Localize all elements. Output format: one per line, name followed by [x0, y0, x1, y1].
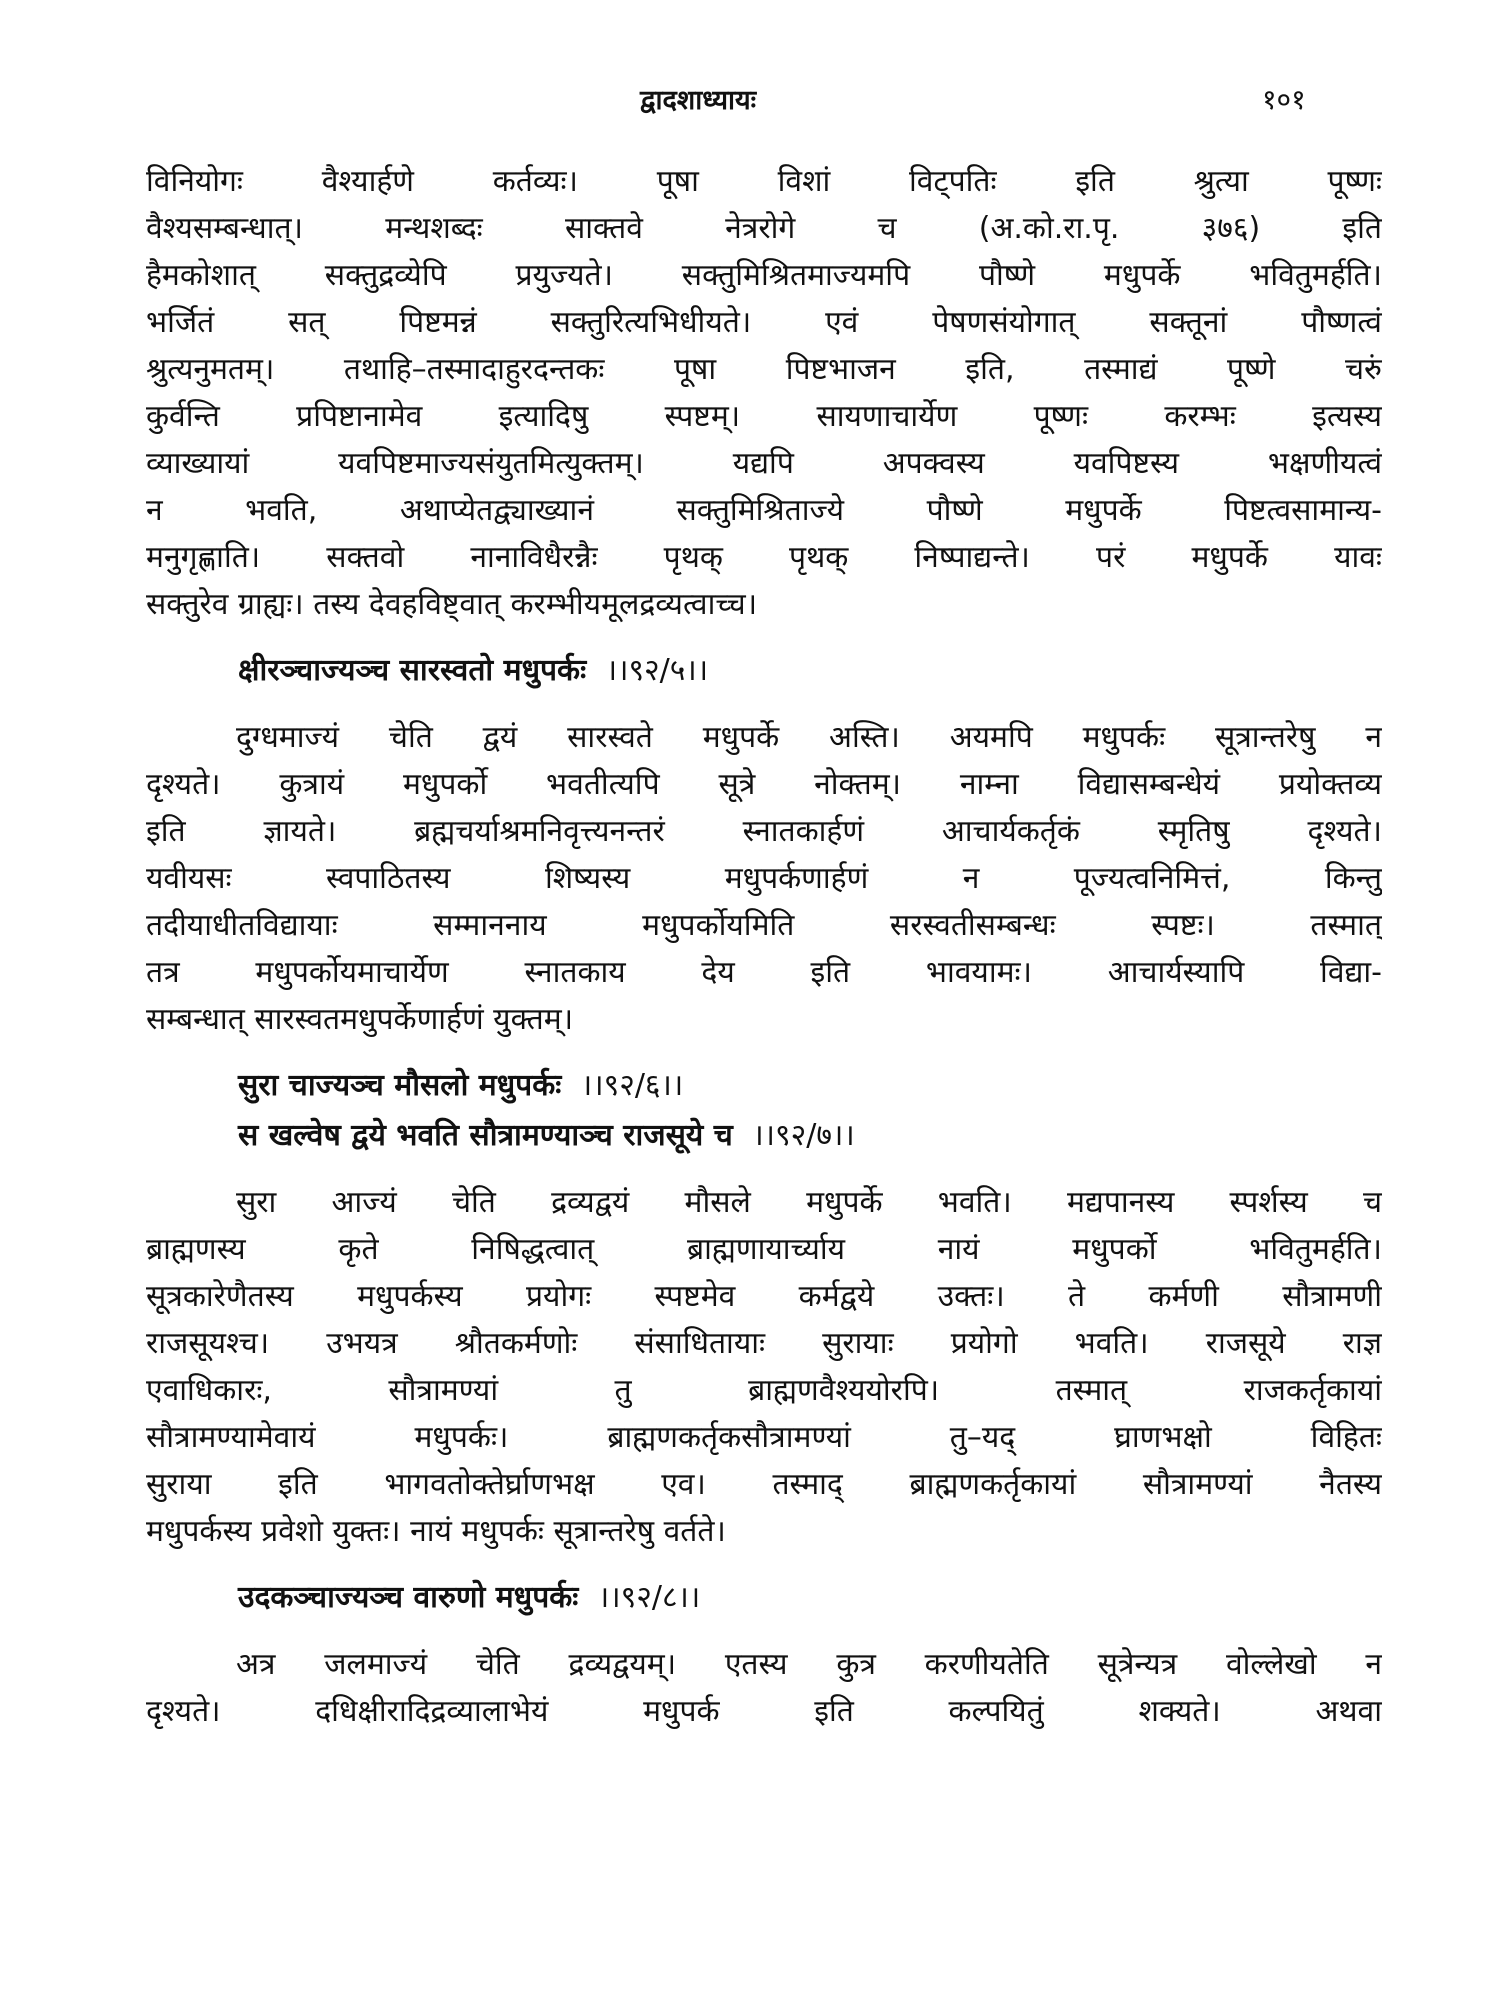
text-line: इति ज्ञायते। ब्रह्मचर्याश्रमनिवृत्त्यनन्तरं स्नातकार्हणं आचार्यकर्तृकं स्मृतिषु दृश्यते। — [146, 814, 1382, 849]
page-number: १०१ — [1262, 83, 1306, 116]
sutra-text: क्षीरञ्चाज्यञ्च सारस्वतो मधुपर्कः — [238, 653, 587, 688]
paragraph-4 — [146, 1641, 1382, 1735]
sutra-text: सुरा चाज्यञ्च मौसलो मधुपर्कः — [238, 1068, 562, 1103]
sutra-number: ।।९२/५।। — [605, 653, 709, 688]
text-line: दृश्यते। कुत्रायं मधुपर्को भवतीत्यपि सूत्रे नोक्तम्। नाम्ना विद्यासम्बन्धेयं प्रयोक्तव्य — [146, 767, 1382, 802]
text-line: एवाधिकारः, सौत्रामण्यां तु ब्राह्मणवैश्ययोरपि। तस्मात् राजकर्तृकायां — [146, 1373, 1382, 1408]
text-line: सम्बन्धात् सारस्वतमधुपर्केणार्हणं युक्तम्। — [146, 1002, 574, 1037]
text-line: तदीयाधीतविद्यायाः सम्माननाय मधुपर्कोयमिति सरस्वतीसम्बन्धः स्पष्टः। तस्मात् — [146, 908, 1382, 943]
sutra-92-6 — [146, 1061, 1382, 1111]
text-line: सुरा आज्यं चेति द्रव्यद्वयं मौसले मधुपर्के भवति। मद्यपानस्य स्पर्शस्य च — [236, 1185, 1382, 1220]
text-line: भर्जितं सत् पिष्टमन्नं सक्तुरित्यभिधीयते। एवं पेषणसंयोगात् सक्तूनां पौष्णत्वं — [146, 305, 1382, 340]
text-line: सौत्रामण्यामेवायं मधुपर्कः। ब्राह्मणकर्तृकसौत्रामण्यां तु–यद् घ्राणभक्षो विहितः — [146, 1420, 1382, 1455]
chapter-title: द्वादशाध्यायः — [640, 85, 757, 116]
text-line: सुराया इति भागवतोक्तेर्घ्राणभक्ष एव। तस्माद् ब्राह्मणकर्तृकायां सौत्रामण्यां नैतस्य — [146, 1467, 1382, 1502]
text-line: व्याख्यायां यवपिष्टमाज्यसंयुतमित्युक्तम्। यद्यपि अपक्वस्य यवपिष्टस्य भक्षणीयत्वं — [146, 446, 1382, 481]
sutra-92-8 — [146, 1573, 1382, 1623]
text-line: वैश्यसम्बन्धात्। मन्थशब्दः साक्तवे नेत्ररोगे च (अ.को.रा.पृ. ३७६) इति — [146, 211, 1382, 246]
sutra-number: ।।९२/८।। — [597, 1580, 701, 1615]
paragraph-3 — [146, 1179, 1382, 1555]
text-line: तत्र मधुपर्कोयमाचार्येण स्नातकाय देय इति भावयामः। आचार्यस्यापि विद्या- — [146, 955, 1382, 990]
sutra-number: ।।९२/६।। — [580, 1068, 684, 1103]
text-line: सक्तुरेव ग्राह्यः। तस्य देवहविष्ट्वात् करम्भीयमूलद्रव्यत्वाच्च। — [146, 587, 758, 622]
paragraph-1 — [146, 158, 1382, 628]
text-line: राजसूयश्च। उभयत्र श्रौतकर्मणोः संसाधितायाः सुरायाः प्रयोगो भवति। राजसूये राज्ञ — [146, 1326, 1382, 1361]
text-line: न भवति, अथाप्येतद्व्याख्यानं सक्तुमिश्रिताज्ये पौष्णे मधुपर्के पिष्टत्वसामान्य- — [146, 493, 1382, 528]
text-line: सूत्रकारेणैतस्य मधुपर्कस्य प्रयोगः स्पष्टमेव कर्मद्वये उक्तः। ते कर्मणी सौत्रामणी — [146, 1279, 1382, 1314]
sutra-92-7 — [146, 1111, 1382, 1161]
text-line: मनुगृह्णाति। सक्तवो नानाविधैरन्नैः पृथक् पृथक् निष्पाद्यन्ते। परं मधुपर्के यावः — [146, 540, 1382, 575]
sutra-92-5 — [146, 646, 1382, 696]
sutra-number: ।।९२/७।। — [752, 1118, 855, 1153]
text-line: विनियोगः वैश्यार्हणे कर्तव्यः। पूषा विशां विट्पतिः इति श्रुत्या पूष्णः — [146, 164, 1382, 199]
text-line: मधुपर्कस्य प्रवेशो युक्तः। नायं मधुपर्कः सूत्रान्तरेषु वर्तते। — [146, 1514, 726, 1549]
commentary-body — [146, 158, 1382, 1735]
running-head — [0, 80, 1500, 120]
text-line: दुग्धमाज्यं चेति द्वयं सारस्वते मधुपर्के अस्ति। अयमपि मधुपर्कः सूत्रान्तरेषु न — [236, 720, 1382, 755]
text-line: कुर्वन्ति प्रपिष्टानामेव इत्यादिषु स्पष्टम्। सायणाचार्येण पूष्णः करम्भः इत्यस्य — [146, 399, 1382, 434]
text-line: दृश्यते। दधिक्षीरादिद्रव्यालाभेयं मधुपर्क इति कल्पयितुं शक्यते। अथवा — [146, 1694, 1382, 1729]
sutra-text: उदकञ्चाज्यञ्च वारुणो मधुपर्कः — [238, 1580, 579, 1615]
sutra-text: स खल्वेष द्वये भवति सौत्रामण्याञ्च राजसूये च — [238, 1118, 733, 1153]
paragraph-2 — [146, 714, 1382, 1043]
text-line: श्रुत्यनुमतम्। तथाहि–तस्मादाहुरदन्तकः पूषा पिष्टभाजन इति, तस्माद्यं पूष्णे चरुं — [146, 352, 1382, 387]
text-line: यवीयसः स्वपाठितस्य शिष्यस्य मधुपर्कणार्हणं न पूज्यत्वनिमित्तं, किन्तु — [146, 861, 1382, 896]
text-line: ब्राह्मणस्य कृते निषिद्धत्वात् ब्राह्मणायार्च्याय नायं मधुपर्को भवितुमर्हति। — [146, 1232, 1382, 1267]
text-line: हैमकोशात् सक्तुद्रव्येपि प्रयुज्यते। सक्तुमिश्रितमाज्यमपि पौष्णे मधुपर्के भवितुमर्हति। — [146, 258, 1382, 293]
text-line: अत्र जलमाज्यं चेति द्रव्यद्वयम्। एतस्य कुत्र करणीयतेति सूत्रेन्यत्र वोल्लेखो न — [236, 1647, 1382, 1682]
